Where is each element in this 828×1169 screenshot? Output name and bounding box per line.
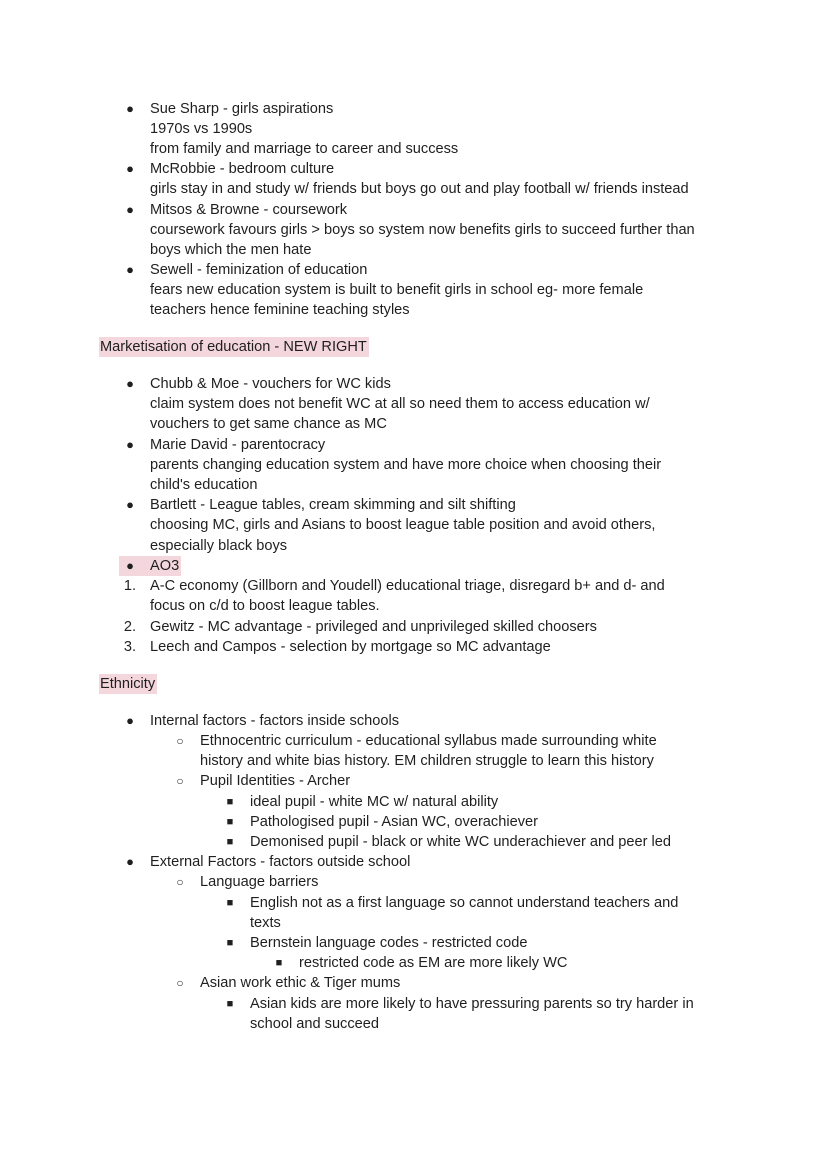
bullet-marker: ● bbox=[126, 202, 134, 217]
list-item-title: External Factors - factors outside school bbox=[150, 854, 411, 870]
bullet-marker: ● bbox=[126, 558, 134, 573]
list-item-title: Marie David - parentocracy bbox=[150, 437, 326, 453]
sub-item-text: Language barriers bbox=[200, 874, 319, 890]
sub-sub-item-text: ideal pupil - white MC w/ natural ability bbox=[250, 794, 499, 810]
bullet-marker: ● bbox=[126, 376, 134, 391]
list-item-text: girls stay in and study w/ friends but boys go out and play football w/ friends instead bbox=[150, 181, 689, 197]
list-item-text: especially black boys bbox=[150, 538, 288, 554]
numbered-item-text: focus on c/d to boost league tables. bbox=[150, 598, 380, 614]
list-item-text: teachers hence feminine teaching styles bbox=[150, 302, 410, 318]
list-item-text: choosing MC, girls and Asians to boost league table position and avoid others, bbox=[150, 517, 656, 533]
sub-sub-item-text: Demonised pupil - black or white WC underachiever and peer led bbox=[250, 834, 672, 850]
list-item-title: Chubb & Moe - vouchers for WC kids bbox=[150, 376, 391, 392]
list-item-text: 1970s vs 1990s bbox=[150, 121, 253, 137]
bullet-marker-square: ■ bbox=[226, 836, 234, 848]
bullet-marker-square: ■ bbox=[226, 998, 234, 1010]
sub-item-text: history and white bias history. EM children struggle to learn this history bbox=[200, 753, 654, 769]
bullet-marker-circle: ○ bbox=[176, 976, 184, 990]
sub-item-text: Pupil Identities - Archer bbox=[200, 773, 351, 789]
list-item-title: Bartlett - League tables, cream skimming and silt shifting bbox=[150, 497, 516, 513]
sub-sub-item-text: Asian kids are more likely to have pressuring parents so try harder in bbox=[250, 996, 694, 1012]
bullet-marker-square: ■ bbox=[226, 937, 234, 949]
bullet-marker: ● bbox=[126, 713, 134, 728]
list-number: 3. bbox=[123, 639, 137, 655]
bullet-marker-circle: ○ bbox=[176, 774, 184, 788]
numbered-item-text: Leech and Campos - selection by mortgage so MC advantage bbox=[150, 639, 551, 655]
sub-sub-sub-item-text: restricted code as EM are more likely WC bbox=[299, 955, 568, 971]
bullet-marker: ● bbox=[126, 854, 134, 869]
list-item-title: Sewell - feminization of education bbox=[150, 262, 368, 278]
list-item-text: claim system does not benefit WC at all so need them to access education w/ bbox=[150, 396, 650, 412]
bullet-marker: ● bbox=[126, 497, 134, 512]
bullet-marker-square: ■ bbox=[226, 816, 234, 828]
sub-sub-item-text: school and succeed bbox=[250, 1016, 379, 1032]
bullet-marker: ● bbox=[126, 262, 134, 277]
list-item-text: vouchers to get same chance as MC bbox=[150, 416, 387, 432]
section-heading-ethnicity: Ethnicity bbox=[100, 676, 156, 692]
list-item-text: boys which the men hate bbox=[150, 242, 312, 258]
numbered-item-text: A-C economy (Gillborn and Youdell) educational triage, disregard b+ and d- and bbox=[150, 578, 665, 594]
list-item-text: coursework favours girls > boys so system now benefits girls to succeed further than bbox=[150, 222, 695, 238]
sub-item-text: Asian work ethic & Tiger mums bbox=[200, 975, 401, 991]
ao3-label: AO3 bbox=[150, 558, 180, 574]
bullet-marker: ● bbox=[126, 437, 134, 452]
numbered-item-text: Gewitz - MC advantage - privileged and unprivileged skilled choosers bbox=[150, 619, 597, 635]
bullet-marker: ● bbox=[126, 101, 134, 116]
sub-sub-item-text: English not as a first language so cannot understand teachers and bbox=[250, 895, 679, 911]
section-heading-marketisation: Marketisation of education - NEW RIGHT bbox=[100, 339, 367, 355]
bullet-marker: ● bbox=[126, 161, 134, 176]
bullet-marker-square: ■ bbox=[275, 957, 283, 969]
bullet-marker-square: ■ bbox=[226, 897, 234, 909]
list-number: 2. bbox=[123, 619, 137, 635]
list-item-title: Internal factors - factors inside schools bbox=[150, 713, 400, 729]
list-item-text: from family and marriage to career and success bbox=[150, 141, 459, 157]
bullet-marker-square: ■ bbox=[226, 796, 234, 808]
list-item-title: McRobbie - bedroom culture bbox=[150, 161, 335, 177]
bullet-marker-circle: ○ bbox=[176, 734, 184, 748]
sub-sub-item-text: Bernstein language codes - restricted code bbox=[250, 935, 528, 951]
sub-item-text: Ethnocentric curriculum - educational syllabus made surrounding white bbox=[200, 733, 657, 749]
list-number: 1. bbox=[123, 578, 137, 594]
list-item-title: Sue Sharp - girls aspirations bbox=[150, 101, 334, 117]
list-item-title: Mitsos & Browne - coursework bbox=[150, 202, 348, 218]
sub-sub-item-text: texts bbox=[250, 915, 281, 931]
list-item-text: child's education bbox=[150, 477, 258, 493]
list-item-text: parents changing education system and have more choice when choosing their bbox=[150, 457, 662, 473]
bullet-marker-circle: ○ bbox=[176, 875, 184, 889]
list-item-text: fears new education system is built to benefit girls in school eg- more female bbox=[150, 282, 644, 298]
sub-sub-item-text: Pathologised pupil - Asian WC, overachiever bbox=[250, 814, 538, 830]
